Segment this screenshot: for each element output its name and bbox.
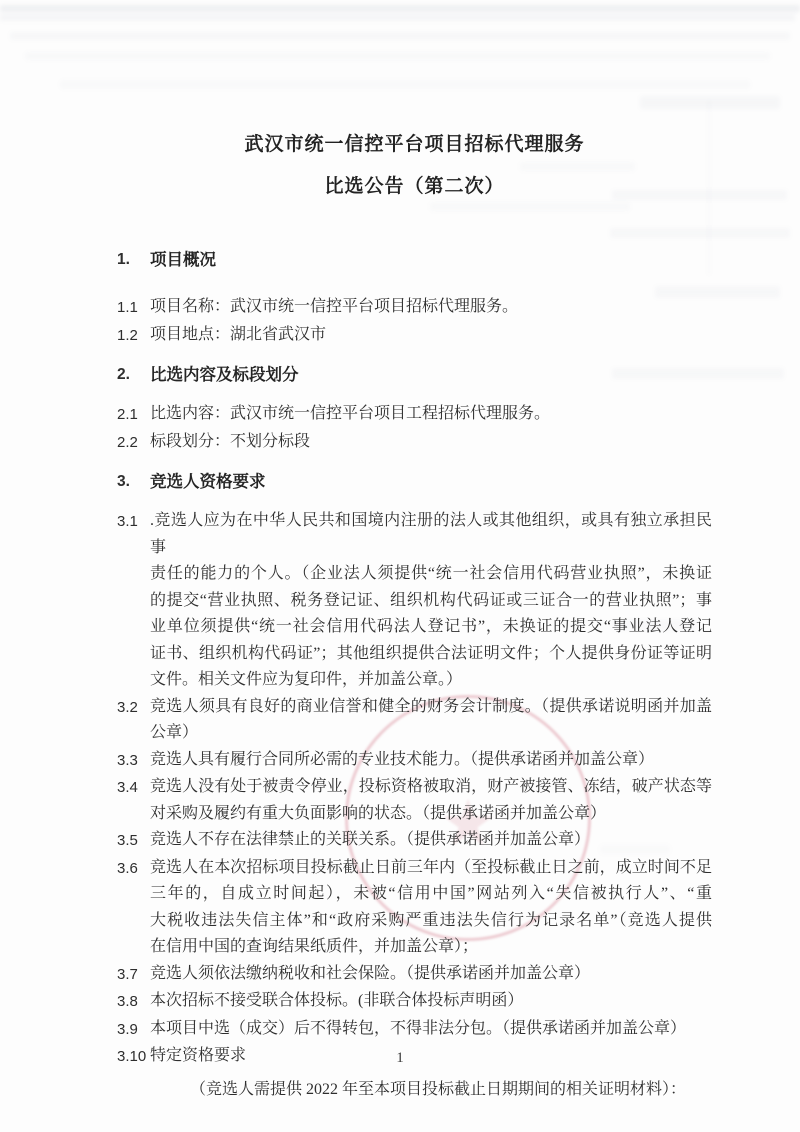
item-text (150, 294, 712, 322)
text-line: 特定资格要求 (150, 1047, 247, 1064)
list-item (117, 508, 712, 694)
item-number: 3.10 (117, 1048, 147, 1065)
item-number: 3. (117, 473, 130, 490)
text-line: 竞选人须具有良好的商业信誉和健全的财务会计制度。（提供承诺说明函并加盖 (150, 697, 712, 715)
item-number: 1.1 (117, 299, 138, 316)
text-line: .竞选人应为在中华人民共和国境内注册的法人或其他组织，或具有独立承担民事 (150, 512, 712, 556)
section-heading (117, 246, 712, 273)
item-number: 3.3 (117, 751, 138, 769)
item-number: 3.2 (117, 698, 138, 716)
text-line: 竞选人不存在法律禁止的关联关系。（提供承诺函并加盖公章） (150, 831, 591, 848)
item-number: 1.2 (117, 326, 138, 344)
item-text (150, 774, 712, 827)
item-text (150, 508, 712, 694)
text-line: 责任的能力的个人。（企业法人须提供“统一社会信用代码营业执照”，未换证 (150, 565, 712, 582)
text-line: 在信用中国的查询结果纸质件，并加盖公章）； (150, 938, 479, 955)
item-number: 3.4 (117, 779, 138, 796)
text-line: 文件。相关文件应为复印件，并加盖公章。） (150, 671, 463, 688)
item-number: 3.7 (117, 965, 138, 983)
list-item (117, 961, 712, 989)
list-item (117, 429, 712, 457)
item-text (150, 322, 712, 350)
text-line: 本次招标不接受联合体投标。(非联合体投标声明函） (150, 992, 524, 1009)
list-item (117, 1016, 712, 1044)
text-line: 项目名称：武汉市统一信控平台项目招标代理服务。 (150, 298, 519, 315)
text-line: 竞选人具有履行合同所必需的专业技术能力。（提供承诺函并加盖公章） (150, 750, 655, 768)
text-line: 证书、组织机构代码证”；其他组织提供合法证明文件；个人提供身份证等证明 (150, 644, 712, 662)
item-text (150, 827, 712, 855)
text-line: 对采购及履约有重大负面影响的状态。（提供承诺函并加盖公章） (150, 804, 607, 822)
item-number: 3.1 (117, 513, 138, 530)
text-line: 本项目中选（成交）后不得转包，不得非法分包。（提供承诺函并加盖公章） (150, 1019, 687, 1037)
item-number: 3.5 (117, 832, 138, 849)
item-text (150, 468, 712, 495)
text-line: 的提交“营业执照、税务登记证、组织机构代码证或三证合一的营业执照”；事 (150, 591, 712, 609)
item-text (150, 401, 712, 429)
page-number: 1 (396, 1050, 404, 1066)
heading-text: 竞选人资格要求 (150, 472, 266, 491)
item-text (150, 747, 712, 775)
item-text (150, 429, 712, 457)
item-number: 3.9 (117, 1020, 138, 1038)
item-text (150, 1016, 712, 1044)
text-line: 比选内容：武汉市统一信控平台项目工程招标代理服务。 (150, 405, 551, 422)
list-item (117, 694, 712, 747)
heading-text: 项目概况 (150, 250, 216, 269)
section-heading (117, 361, 712, 388)
list-item (117, 774, 712, 827)
text-line: 大税收违法失信主体”和“政府采购严重违法失信行为记录名单”（竞选人提供 (150, 911, 712, 929)
document-content (117, 0, 712, 1103)
list-item (117, 988, 712, 1016)
item-text (150, 855, 712, 961)
text-line: 项目地点：湖北省武汉市 (150, 325, 327, 343)
item-number: 1. (117, 251, 130, 268)
text-line: 公章） (150, 724, 199, 741)
text-line: 三年的，自成立时间起），未被“信用中国”网站列入“失信被执行人”、“重 (150, 885, 712, 902)
list-item (117, 855, 712, 961)
item-text (150, 694, 712, 747)
text-line: 竞选人须依法缴纳税收和社会保险。（提供承诺函并加盖公章） (150, 964, 591, 982)
item-number: 3.6 (117, 859, 138, 877)
document-title: 武汉市统一信控平台项目招标代理服务 (244, 134, 585, 155)
text-line: 业单位须提供“统一社会信用代码法人登记书”，未换证的提交“事业法人登记 (150, 618, 712, 635)
document-body (117, 246, 712, 1103)
list-item (117, 827, 712, 855)
item-number: 2.1 (117, 406, 138, 423)
item-text (190, 1077, 712, 1104)
text-line: 竞选人没有处于被责令停业，投标资格被取消，财产被接管、冻结，破产状态等 (150, 778, 712, 795)
item-text (150, 246, 712, 273)
text-line: 竞选人在本次招标项目投标截止日前三年内（至投标截止日之前，成立时间不足 (150, 858, 712, 876)
list-item (117, 401, 712, 429)
item-number: 2.2 (117, 433, 138, 451)
text-line: （竞选人需提供 2022 年至本项目投标截止日期期间的相关证明材料）： (190, 1080, 687, 1098)
list-item (117, 747, 712, 775)
item-number: 2. (117, 366, 130, 383)
item-text (150, 361, 712, 388)
list-item (117, 322, 712, 350)
document-subtitle: 比选公告（第二次） (324, 176, 505, 197)
list-item (117, 294, 712, 322)
section-heading (117, 468, 712, 495)
heading-text: 比选内容及标段划分 (150, 365, 299, 384)
note-line (117, 1077, 712, 1104)
text-line: 标段划分：不划分标段 (150, 432, 311, 450)
item-text (150, 961, 712, 989)
item-text (150, 988, 712, 1016)
stamp-star-icon: ★ (439, 788, 497, 859)
item-number: 3.8 (117, 993, 138, 1010)
